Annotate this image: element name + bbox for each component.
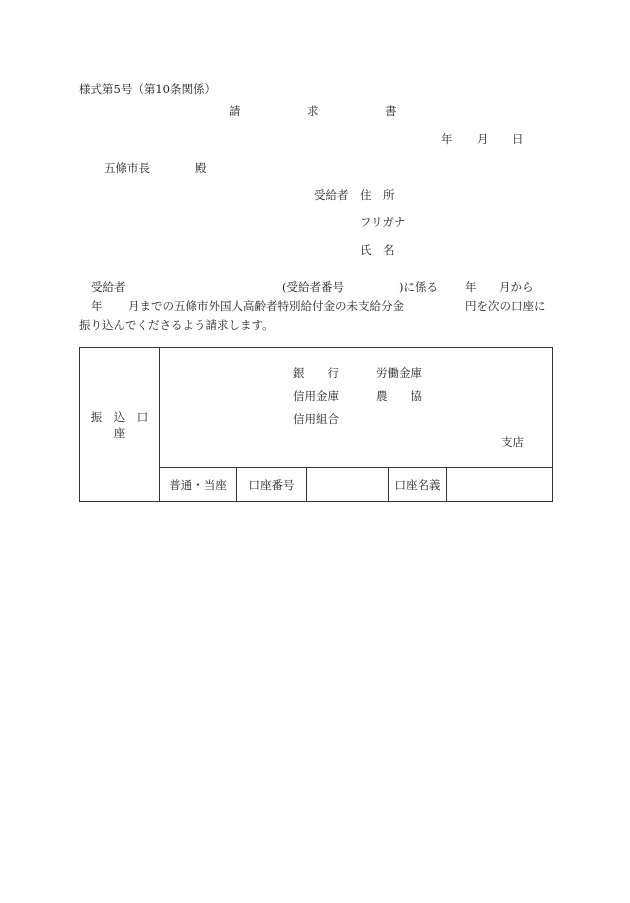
title-char-1: 請 (229, 104, 241, 118)
nokyo-label: 農 協 (376, 389, 422, 403)
title-char-3: 書 (385, 104, 397, 118)
date-day: 日 (512, 132, 524, 146)
recipient-label: 受給者 (314, 188, 349, 202)
body-request: 振り込んでくださるよう請求します。 (79, 318, 274, 332)
bank-account-table (79, 347, 553, 502)
credit-union-label: 信用組合 (293, 412, 339, 426)
furigana-label: フリガナ (360, 215, 406, 229)
body-from-month: 月から (499, 280, 534, 294)
account-type: 普通・当座 (160, 468, 237, 502)
body-from-year: 年 (465, 280, 477, 294)
title-char-2: 求 (307, 104, 319, 118)
form-number: 様式第5号（第10条関係） (79, 82, 216, 96)
account-name-field[interactable] (447, 468, 553, 502)
labor-bank-label: 労働金庫 (376, 366, 422, 380)
account-number-field[interactable] (307, 468, 389, 502)
name-label: 氏 名 (360, 243, 395, 257)
addressee-name: 五條市長 (104, 161, 150, 175)
body-to-year: 年 (91, 299, 103, 313)
shinkin-label: 信用金庫 (293, 389, 339, 403)
branch-label: 支店 (501, 435, 524, 449)
body-recipient-number: (受給者番号 (282, 280, 344, 294)
date-year: 年 (441, 132, 453, 146)
body-to-month-text: 月までの五條市外国人高齢者特別給付金の未支給分金 (128, 299, 404, 313)
transfer-account-label: 振 込 口 座 (80, 348, 160, 502)
date-month: 月 (477, 132, 489, 146)
body-recipient: 受給者 (91, 280, 126, 294)
account-number-label: 口座番号 (237, 468, 307, 502)
body-amount-text: 円を次の口座に (465, 299, 546, 313)
addressee-honorific: 殿 (195, 161, 207, 175)
bank-info-cell (160, 348, 553, 468)
account-name-label: 口座名義 (389, 468, 447, 502)
bank-label: 銀 行 (293, 366, 339, 380)
body-pertaining: )に係る (399, 280, 438, 294)
address-label: 住 所 (360, 188, 395, 202)
